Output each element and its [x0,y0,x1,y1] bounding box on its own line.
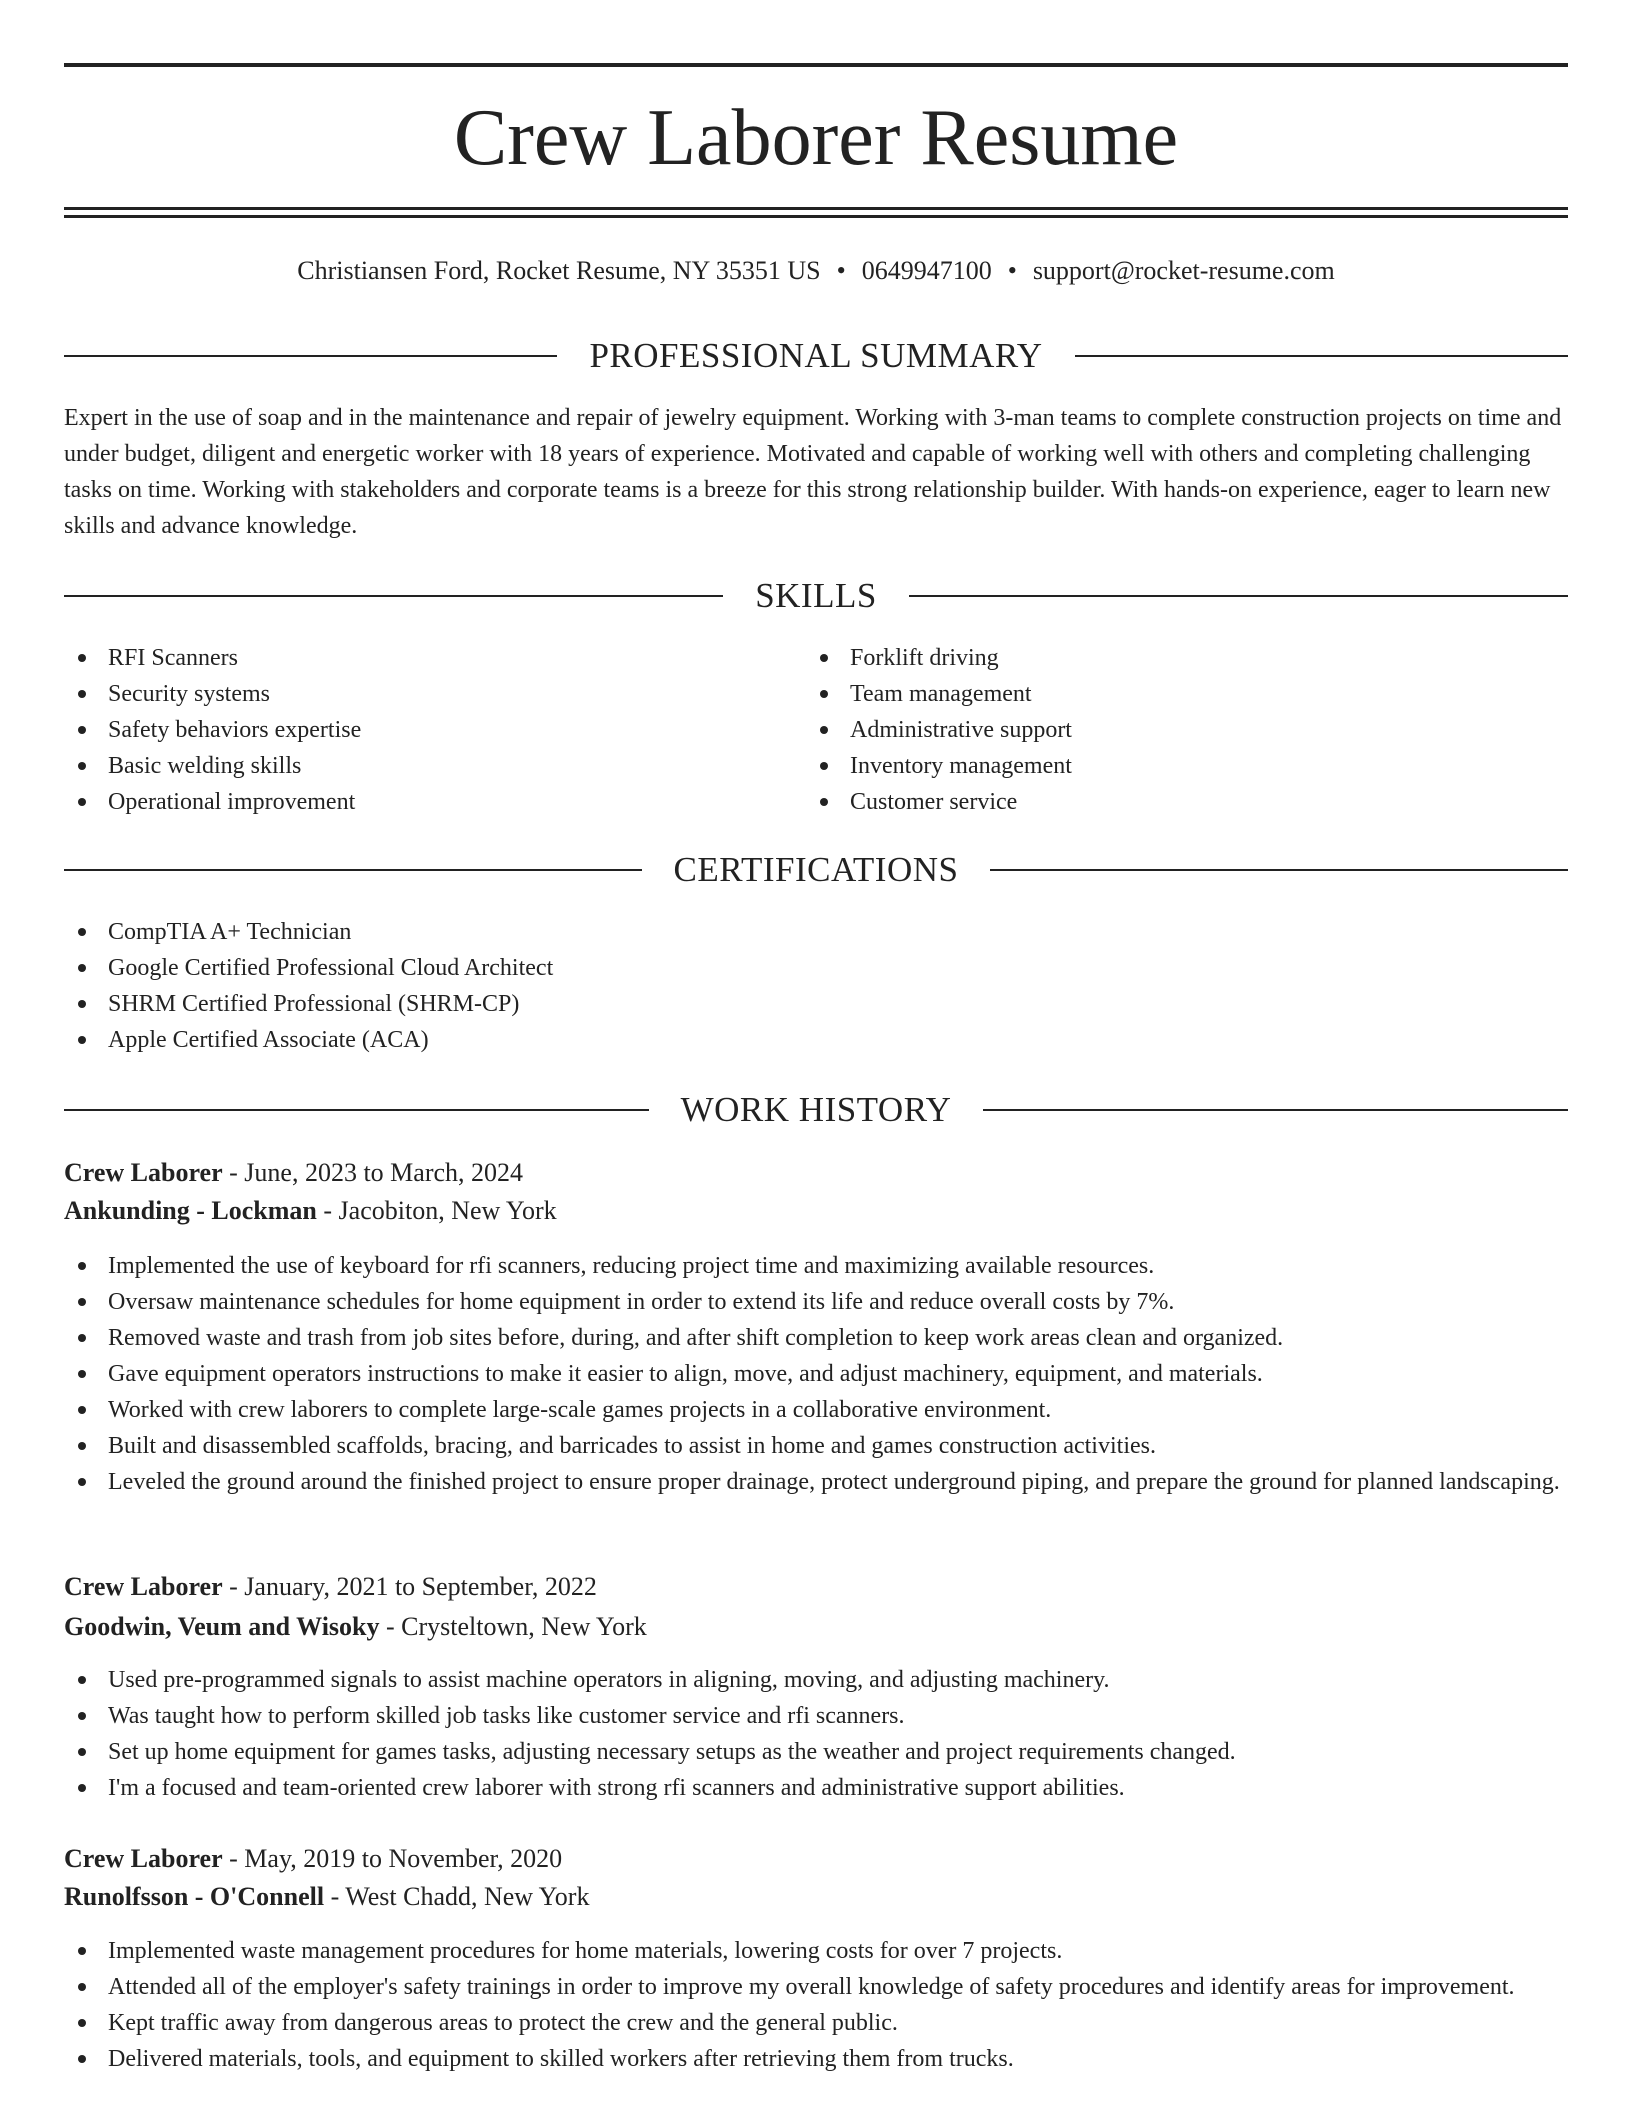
section-heading-skills [64,574,1568,618]
skill-item: RFI Scanners [64,640,804,676]
top-rule [64,63,1568,67]
title-rule-lower [64,215,1568,218]
job-role: Crew Laborer [64,1572,223,1601]
skill-item: Basic welding skills [64,748,804,784]
job-duty: Implemented the use of keyboard for rfi scanners, reducing project time and maximizing available resources. [64,1248,1568,1284]
job-dates: - January, 2021 to September, 2022 [222,1572,597,1601]
skill-item: Team management [806,676,1566,712]
heading-rule [909,595,1568,597]
job-duty: Removed waste and trash from job sites before, during, and after shift completion to keep work areas clean and organized. [64,1320,1568,1356]
section-heading-certifications [64,848,1568,892]
section-heading-summary [64,334,1568,378]
certification-item: Google Certified Professional Cloud Architect [64,950,1568,986]
job-company: Runolfsson - O'Connell [64,1882,325,1911]
summary-text: Expert in the use of soap and in the maintenance and repair of jewelry equipment. Working with 3-man teams to complete construction projects on time and under budget, diligent and energetic worker with 18 years of experience. Motivated and capable of working well with others and completing challenging tasks on time. Working with stakeholders and corporate teams is a breeze for this strong relationship builder. With hands-on experience, eager to learn new skills and advance knowledge. [64,405,1562,539]
skill-item: Inventory management [806,748,1566,784]
section-title: CERTIFICATIONS [673,850,959,889]
section-title: SKILLS [755,576,877,615]
skill-item: Security systems [64,676,804,712]
heading-rule [1075,355,1568,357]
job-duty: Attended all of the employer's safety trainings in order to improve my overall knowledge of safety procedures and identify areas for improvement. [64,1969,1568,2005]
job-role: Crew Laborer [64,1158,223,1187]
skill-item: Forklift driving [806,640,1566,676]
contact-address: Christiansen Ford, Rocket Resume, NY 35351 US [297,256,821,285]
job-duties-list [64,1662,1568,1806]
job-title-line [64,1840,1568,1878]
heading-rule [990,869,1568,871]
skill-item: Safety behaviors expertise [64,712,804,748]
job-duty: Delivered materials, tools, and equipment to skilled workers after retrieving them from trucks. [64,2041,1568,2077]
heading-rule [64,869,642,871]
skills-list-left [64,640,804,820]
skills-list-right [806,640,1566,820]
job-duty: Kept traffic away from dangerous areas to protect the crew and the general public. [64,2005,1568,2041]
heading-rule [64,595,723,597]
job-location: - West Chadd, New York [324,1882,590,1911]
job-company-line [64,1878,1568,1916]
certifications-list [64,914,1568,1058]
job-role: Crew Laborer [64,1844,223,1873]
skill-item: Customer service [806,784,1566,820]
heading-rule [983,1109,1568,1111]
contact-separator: • [836,256,846,285]
job-duty: Worked with crew laborers to complete large-scale games projects in a collaborative environment. [64,1392,1568,1428]
heading-rule [64,355,557,357]
contact-line [64,254,1568,288]
contact-phone: 0649947100 [861,256,992,285]
section-heading-work [64,1088,1568,1132]
job-dates: - May, 2019 to November, 2020 [222,1844,563,1873]
job-duty: Was taught how to perform skilled job tasks like customer service and rfi scanners. [64,1698,1568,1734]
skill-item: Administrative support [806,712,1566,748]
job-title-line [64,1568,1568,1606]
job-duty: Leveled the ground around the finished project to ensure proper drainage, protect underground piping, and prepare the ground for planned landscaping. [64,1464,1568,1500]
job-duties-list [64,1933,1568,2077]
job-company-line [64,1608,1568,1646]
certification-item: SHRM Certified Professional (SHRM-CP) [64,986,1568,1022]
job-company-line [64,1192,1568,1230]
job-dates: - June, 2023 to March, 2024 [222,1158,524,1187]
resume-title: Crew Laborer Resume [453,94,1179,182]
title-rule-upper [64,207,1568,210]
section-title: PROFESSIONAL SUMMARY [589,336,1043,375]
job-duty: Oversaw maintenance schedules for home equipment in order to extend its life and reduce overall costs by 7%. [64,1284,1568,1320]
section-title: WORK HISTORY [680,1090,952,1129]
job-company: Ankunding - Lockman [64,1196,317,1225]
job-duty: Used pre-programmed signals to assist machine operators in aligning, moving, and adjusting machinery. [64,1662,1568,1698]
skill-item: Operational improvement [64,784,804,820]
certification-item: CompTIA A+ Technician [64,914,1568,950]
job-location: - Jacobiton, New York [316,1196,557,1225]
job-duty: Built and disassembled scaffolds, bracing, and barricades to assist in home and games construction activities. [64,1428,1568,1464]
heading-rule [64,1109,649,1111]
job-company: Goodwin, Veum and Wisoky [64,1612,380,1641]
job-duty: I'm a focused and team-oriented crew laborer with strong rfi scanners and administrative support abilities. [64,1770,1568,1806]
job-title-line [64,1154,1568,1192]
contact-email: support@rocket-resume.com [1032,256,1335,285]
job-location: - Crysteltown, New York [379,1612,647,1641]
contact-separator: • [1007,256,1017,285]
job-duties-list [64,1248,1568,1500]
job-duty: Gave equipment operators instructions to make it easier to align, move, and adjust machinery, equipment, and materials. [64,1356,1568,1392]
job-duty: Implemented waste management procedures for home materials, lowering costs for over 7 projects. [64,1933,1568,1969]
job-duty: Set up home equipment for games tasks, adjusting necessary setups as the weather and project requirements changed. [64,1734,1568,1770]
certification-item: Apple Certified Associate (ACA) [64,1022,1568,1058]
